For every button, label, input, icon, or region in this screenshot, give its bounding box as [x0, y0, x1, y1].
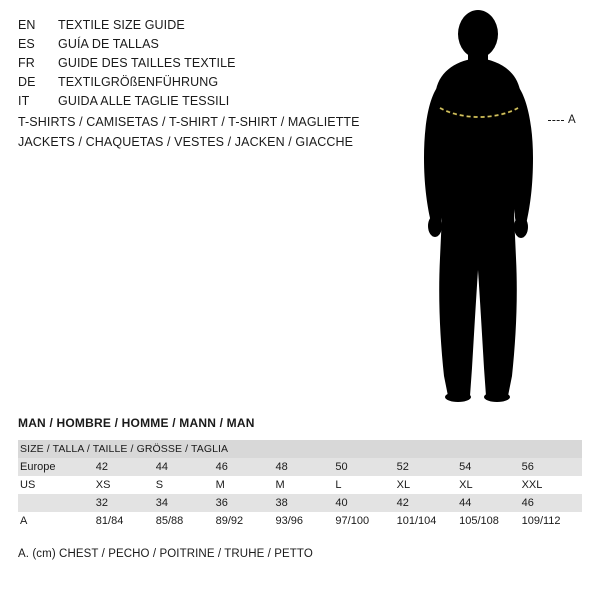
cell: 32	[94, 494, 154, 512]
cell: 46	[520, 494, 582, 512]
language-row	[18, 16, 388, 35]
cell: 44	[154, 458, 214, 476]
cell: M	[214, 476, 274, 494]
table-header-cell: SIZE / TALLA / TAILLE / GRÖSSE / TAGLIA	[18, 440, 582, 458]
cell: 48	[274, 458, 334, 476]
cell: 38	[274, 494, 334, 512]
cell: 42	[395, 494, 457, 512]
cell: 46	[214, 458, 274, 476]
cell: S	[154, 476, 214, 494]
cell: 50	[333, 458, 394, 476]
table-header-row	[18, 440, 582, 458]
cell: 97/100	[333, 512, 394, 530]
cell: 52	[395, 458, 457, 476]
table-row	[18, 458, 582, 476]
cell: 101/104	[395, 512, 457, 530]
cell: XL	[395, 476, 457, 494]
language-text: TEXTILGRÖßENFÜHRUNG	[58, 75, 219, 89]
measure-label-a: A	[568, 114, 576, 126]
cell: 54	[457, 458, 519, 476]
language-row	[18, 73, 388, 92]
cell: 34	[154, 494, 214, 512]
row-label: US	[18, 476, 94, 494]
table-section-title: MAN / HOMBRE / HOMME / MANN / MAN	[18, 416, 255, 430]
language-text: TEXTILE SIZE GUIDE	[58, 18, 185, 32]
language-text: GUIDA ALLE TAGLIE TESSILI	[58, 94, 230, 108]
cell: 42	[94, 458, 154, 476]
cell: 85/88	[154, 512, 214, 530]
row-label	[18, 494, 94, 512]
cell: L	[333, 476, 394, 494]
cell: 105/108	[457, 512, 519, 530]
cell: XS	[94, 476, 154, 494]
cell: XL	[457, 476, 519, 494]
male-figure-illustration	[400, 8, 600, 408]
table-row	[18, 494, 582, 512]
table-footnote: A. (cm) CHEST / PECHO / POITRINE / TRUHE / PETTO	[18, 548, 313, 560]
table-row	[18, 476, 582, 494]
row-label: Europe	[18, 458, 94, 476]
language-code: IT	[18, 94, 30, 108]
language-list	[18, 16, 388, 111]
language-row	[18, 92, 388, 111]
language-code: DE	[18, 75, 36, 89]
cell: 44	[457, 494, 519, 512]
measure-leader-line	[548, 120, 564, 121]
category-list	[18, 112, 438, 152]
table-row	[18, 512, 582, 530]
row-label: A	[18, 512, 94, 530]
cell: M	[274, 476, 334, 494]
cell: 81/84	[94, 512, 154, 530]
cell: 36	[214, 494, 274, 512]
cell: 56	[520, 458, 582, 476]
category-line-jackets: JACKETS / CHAQUETAS / VESTES / JACKEN / GIACCHE	[18, 135, 354, 149]
cell: 40	[333, 494, 394, 512]
language-text: GUÍA DE TALLAS	[58, 37, 159, 51]
language-text: GUIDE DES TAILLES TEXTILE	[58, 56, 236, 70]
cell: 89/92	[214, 512, 274, 530]
cell: 93/96	[274, 512, 334, 530]
language-code: EN	[18, 18, 36, 32]
language-code: FR	[18, 56, 35, 70]
language-code: ES	[18, 37, 35, 51]
language-row	[18, 54, 388, 73]
cell: 109/112	[520, 512, 582, 530]
language-row	[18, 35, 388, 54]
cell: XXL	[520, 476, 582, 494]
size-table	[18, 440, 582, 530]
male-silhouette-icon	[400, 8, 600, 408]
category-line-tshirts: T-SHIRTS / CAMISETAS / T-SHIRT / T-SHIRT / MAGLIETTE	[18, 115, 360, 129]
